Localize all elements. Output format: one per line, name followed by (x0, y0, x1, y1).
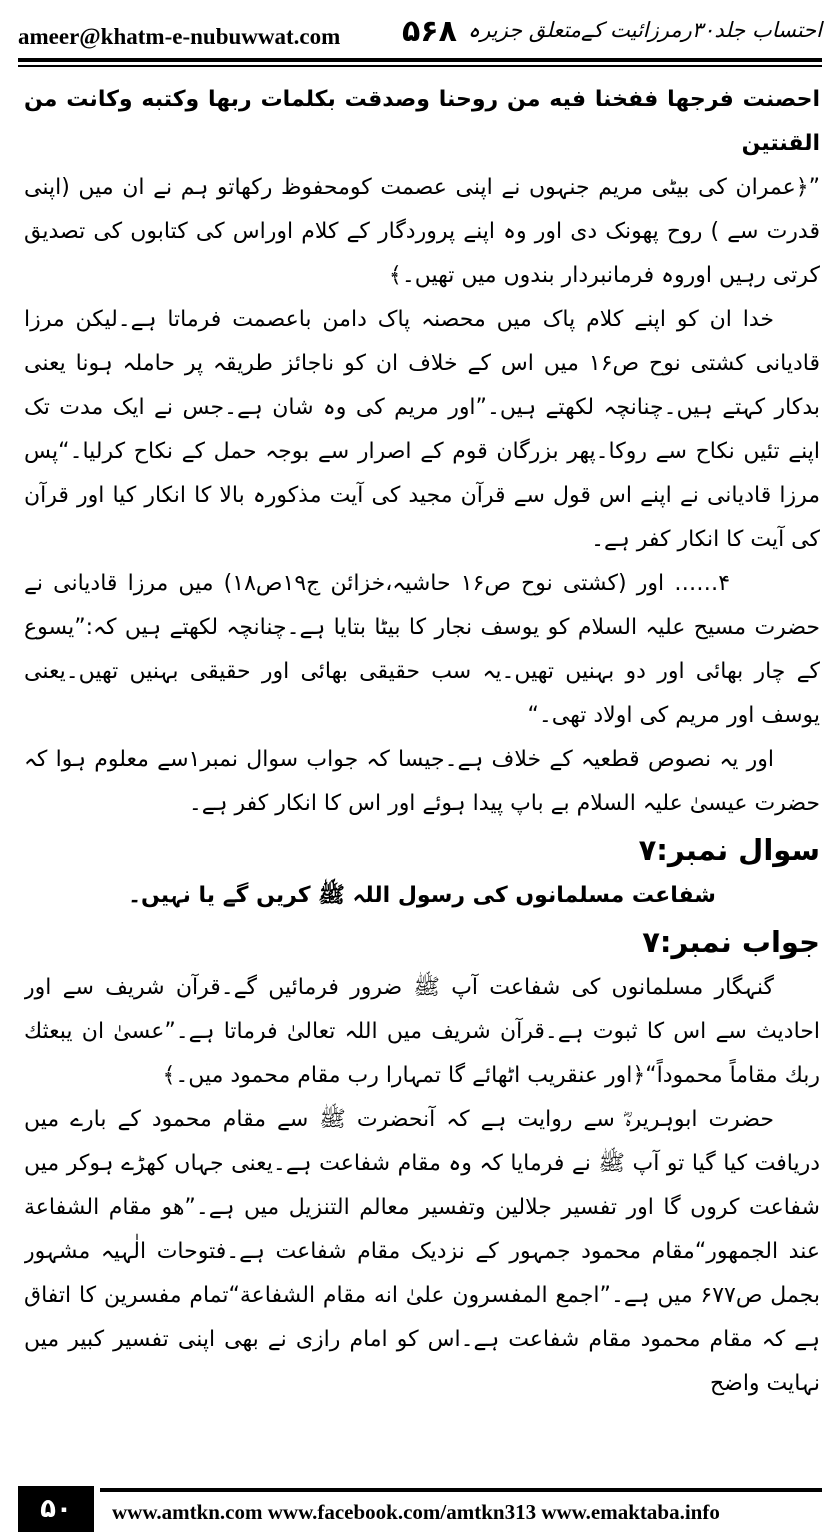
body-paragraph: خدا ان کو اپنے کلام پاک میں محصنہ پاک دامن باعصمت فرماتا ہے۔لیکن مرزا قادیانی کشتی نوح ص۱۶ میں اس کے خلاف ان کو ناجائز طریقہ پر حاملہ ہونا یعنی بدکار کہتے ہیں۔چنانچہ لکھتے ہیں۔”اور مریم کی وہ شان ہے۔جس نے ایک مدت تک اپنے تئیں نکاح سے روکا۔پھر بزرگان قوم کے اصرار سے بوجہ حمل کے نکاح کرلیا۔“پس مرزا قادیانی نے اپنے اس قول سے قرآن مجید کی آیت مذکورہ بالا کا انکار کیا اور قرآن کی آیت کا انکار کفر ہے۔ (24, 307, 820, 552)
footer-links: www.amtkn.com www.facebook.com/amtkn313 www.emaktaba.info (112, 1500, 720, 1524)
header-page-number: ۵۶۸ (402, 14, 457, 49)
footer-page-number: ۵۰ (18, 1486, 94, 1532)
header-rule-thin (18, 65, 822, 67)
body-paragraph: گنہگار مسلمانوں کی شفاعت آپ ﷺ ضرور فرمائیں گے۔قرآن شریف سے اور احادیث سے اس کا ثبوت ہے۔قرآن شریف میں اللہ تعالیٰ فرماتا ہے۔”عسیٰ ان يبعثك ربك مقاماً محموداً“﴿اور عنقریب اٹھائے گا تمہارا رب مقام محمود میں۔﴾ (24, 975, 820, 1088)
page-body (24, 78, 820, 1452)
answer-heading: جواب نمبر:۷ (642, 925, 820, 959)
quran-verse: احصنت فرجها ففخنا فيه من روحنا وصدقت بكلمات ربها وكتبه وكانت من القنتين (24, 87, 820, 156)
verse-translation: ”﴿عمران کی بیٹی مریم جنہوں نے اپنی عصمت کومحفوظ رکھاتو ہم نے ان میں (اپنی قدرت سے ) روح پھونک دی اور وہ اپنے پروردگار کے کلام اوراس کی کتابوں کی تصدیق کرتی رہیں اوروہ فرمانبردار بندوں میں تھیں۔﴾ (24, 175, 820, 288)
page-header (18, 10, 822, 56)
body-paragraph: حضرت ابوہریرہؓ سے روایت ہے کہ آنحضرت ﷺ سے مقام محمود کے بارے میں دریافت کیا گیا تو آپ ﷺ نے فرمایا کہ وہ مقام شفاعت ہے۔یعنی جہاں کھڑے ہوکر میں شفاعت کروں گا اور تفسیر جلالین وتفسیر معالم التنزیل میں ہے۔”هو مقام الشفاعة عند الجمهور“مقام محمود جمہور کے نزدیک مقام شفاعت ہے۔فتوحات الٰہیہ مشہور بجمل ص۶۷۷ میں ہے۔”اجمع المفسرون علیٰ انه مقام الشفاعة“تمام مفسرین کا اتفاق ہے کہ مقام محمود مقام شفاعت ہے۔اس کو امام رازی نے بھی اپنی تفسیر کبیر میں نہایت واضح (24, 1107, 820, 1396)
header-rule-thick (18, 58, 822, 62)
footer-rule (100, 1488, 822, 1492)
header-title: احتساب جلد۳۰رمرزائیت کےمتعلق جزیرہ (467, 18, 822, 42)
numbered-point: ۴…… اور (کشتی نوح ص۱۶ حاشیہ،خزائن ج۱۹ص۱۸) میں مرزا قادیانی نے حضرت مسیح علیہ السلام کو یوسف نجار کا بیٹا بتایا ہے۔چنانچہ لکھتے ہیں کہ:”یسوع کے چار بھائی اور دو بہنیں تھیں۔یہ سب حقیقی بھائی اور حقیقی بہنیں تھیں۔یعنی یوسف اور مریم کی اولاد تھی۔“ (24, 571, 820, 728)
body-paragraph: اور یہ نصوص قطعیہ کے خلاف ہے۔جیسا کہ جواب سوال نمبر۱سے معلوم ہوا کہ حضرت عیسیٰ علیہ السلام بے باپ پیدا ہوئے اور اس کا انکار کفر ہے۔ (24, 747, 820, 816)
header-email: ameer@khatm-e-nubuwwat.com (18, 24, 341, 49)
question-heading: سوال نمبر:۷ (638, 833, 820, 867)
question-text: شفاعت مسلمانوں کی رسول اللہ ﷺ کریں گے یا نہیں۔ (128, 883, 716, 908)
